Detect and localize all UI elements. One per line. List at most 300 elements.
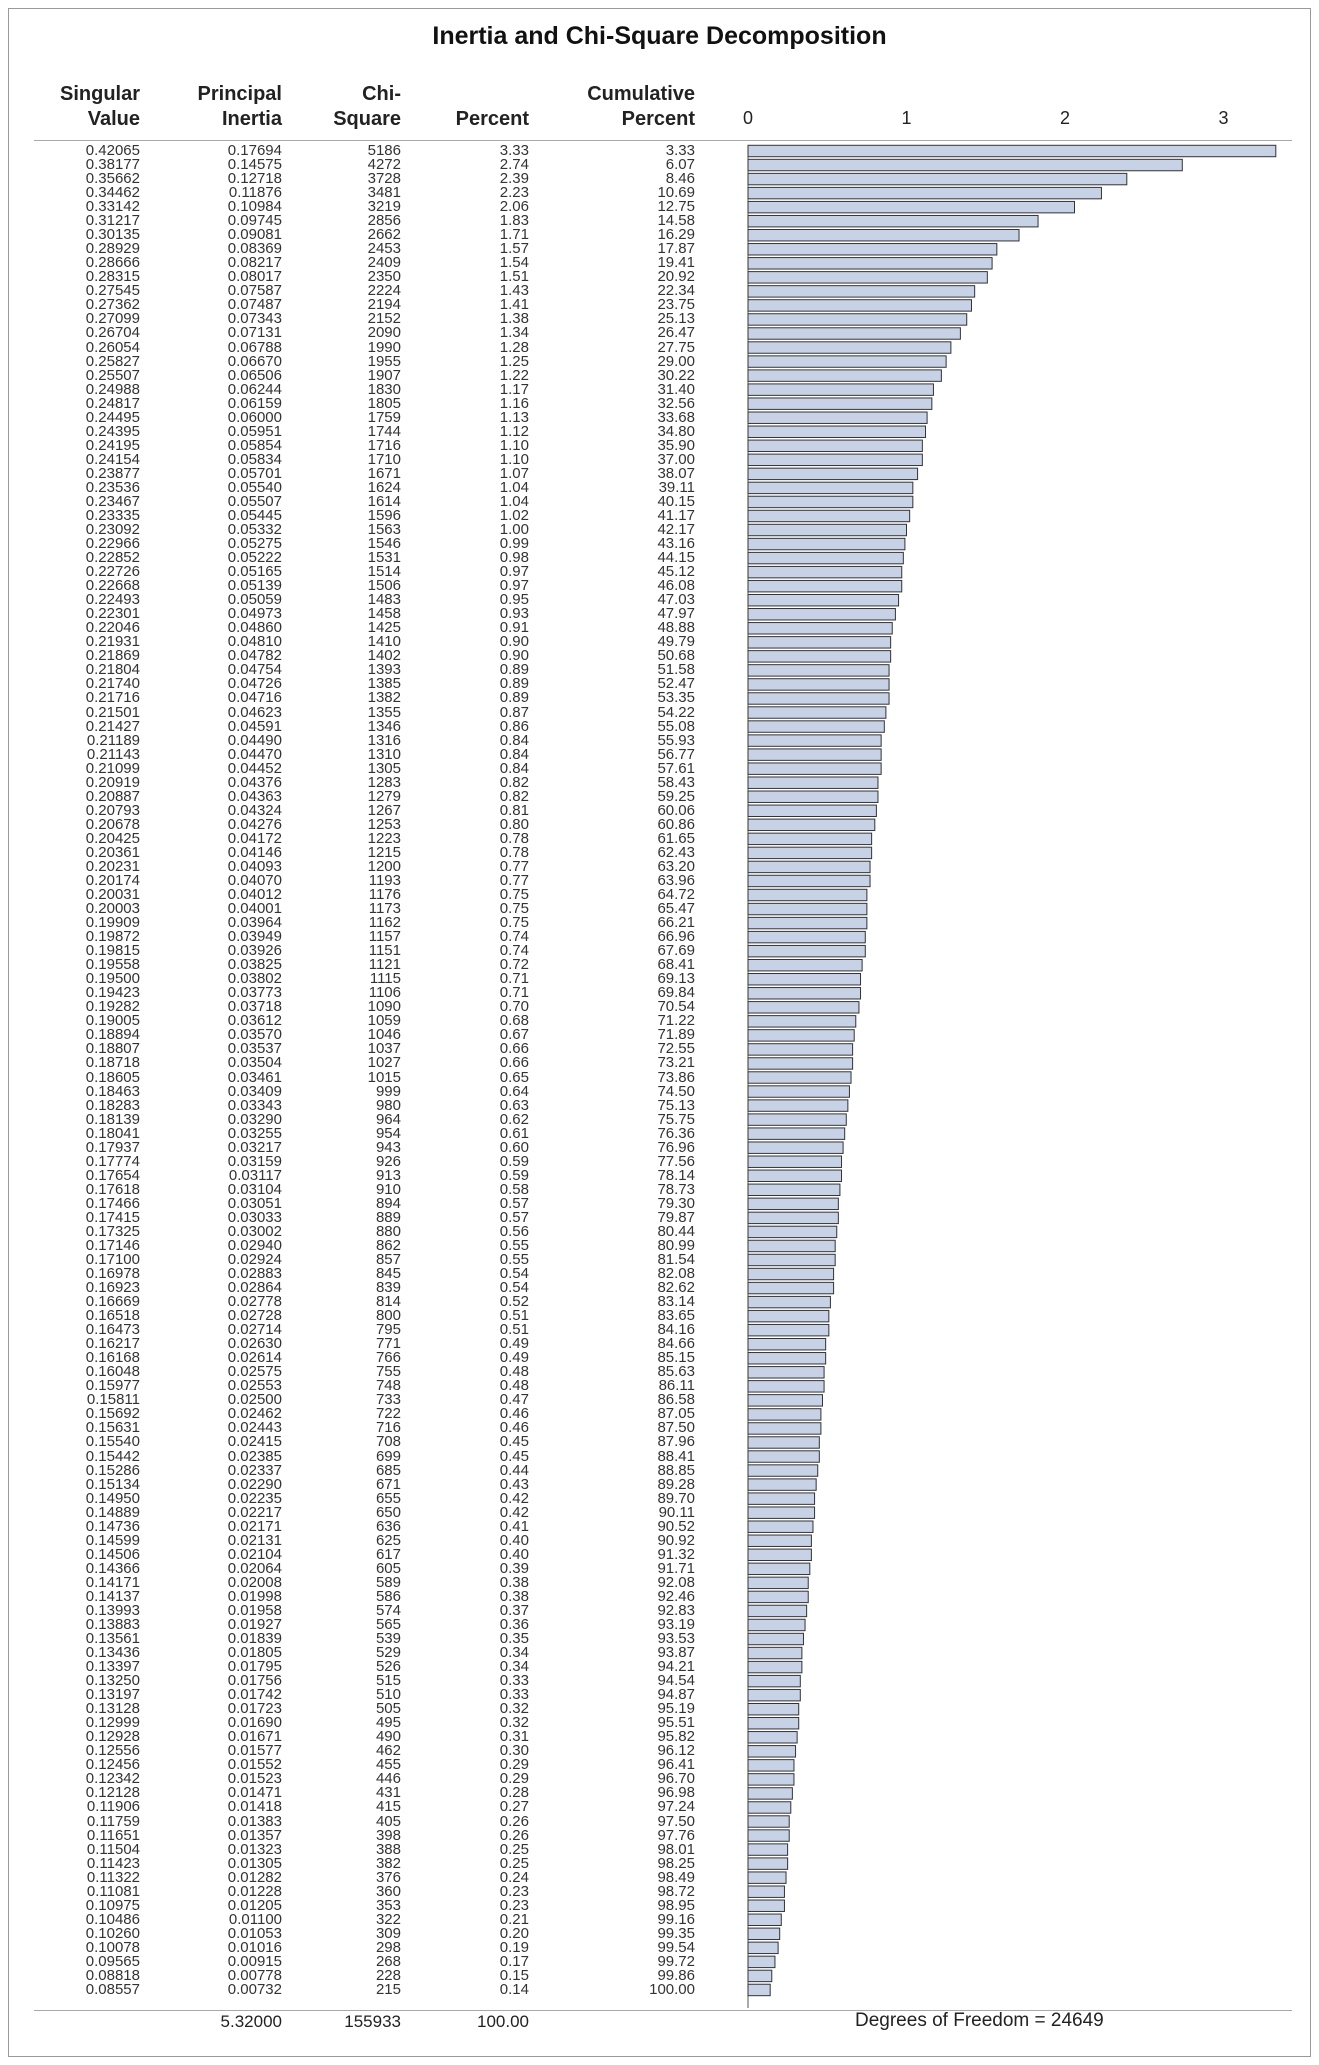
cell-principal-inertia: 0.04716 [227, 689, 282, 707]
cell-principal-inertia: 0.05834 [227, 450, 282, 468]
cell-chi-square: 733 [375, 1391, 401, 1409]
header-percent: Percent [455, 108, 529, 130]
cell-cumulative-percent: 74.50 [657, 1082, 695, 1100]
cell-chi-square: 862 [375, 1236, 401, 1254]
cell-singular-value: 0.21740 [85, 675, 140, 693]
cell-chi-square: 388 [375, 1840, 401, 1858]
cell-cumulative-percent: 6.07 [665, 156, 695, 174]
cell-principal-inertia: 0.04001 [227, 900, 282, 918]
cell-percent: 0.74 [499, 928, 529, 946]
cell-percent: 0.33 [499, 1686, 529, 1704]
cell-singular-value: 0.23335 [85, 506, 140, 524]
cell-principal-inertia: 0.03612 [227, 1012, 282, 1030]
cell-principal-inertia: 0.01723 [227, 1700, 282, 1718]
cell-singular-value: 0.17618 [85, 1180, 140, 1198]
cell-chi-square: 1402 [367, 647, 401, 665]
cell-chi-square: 910 [375, 1180, 401, 1198]
cell-principal-inertia: 0.04376 [227, 773, 282, 791]
cell-percent: 0.78 [499, 843, 529, 861]
cell-cumulative-percent: 83.14 [657, 1293, 695, 1311]
cell-chi-square: 1090 [367, 998, 401, 1016]
cell-chi-square: 2856 [367, 212, 401, 230]
cell-singular-value: 0.12456 [85, 1756, 140, 1774]
cell-singular-value: 0.20231 [85, 857, 140, 875]
cell-percent: 0.81 [499, 801, 529, 819]
total-percent: 100.00 [477, 2012, 529, 2031]
cell-cumulative-percent: 98.72 [657, 1882, 695, 1900]
cell-percent: 0.59 [499, 1152, 529, 1170]
cell-cumulative-percent: 34.80 [657, 422, 695, 440]
cell-chi-square: 3481 [367, 184, 401, 202]
cell-principal-inertia: 0.03773 [227, 984, 282, 1002]
cell-singular-value: 0.27099 [85, 310, 140, 328]
cell-cumulative-percent: 84.16 [657, 1321, 695, 1339]
cell-chi-square: 1744 [367, 422, 401, 440]
cell-percent: 0.74 [499, 942, 529, 960]
cell-singular-value: 0.12999 [85, 1714, 140, 1732]
cell-singular-value: 0.19815 [85, 942, 140, 960]
cell-percent: 0.27 [499, 1798, 529, 1816]
cell-chi-square: 446 [375, 1770, 401, 1788]
cell-chi-square: 1355 [367, 703, 401, 721]
cell-percent: 0.42 [499, 1489, 529, 1507]
cell-chi-square: 1385 [367, 675, 401, 693]
cell-principal-inertia: 0.02500 [227, 1391, 282, 1409]
cell-cumulative-percent: 73.21 [657, 1054, 695, 1072]
cell-singular-value: 0.17466 [85, 1194, 140, 1212]
cell-percent: 1.51 [499, 268, 529, 286]
cell-chi-square: 2152 [367, 310, 401, 328]
cell-percent: 1.10 [499, 450, 529, 468]
cell-singular-value: 0.20003 [85, 900, 140, 918]
cell-percent: 0.97 [499, 577, 529, 595]
cell-principal-inertia: 0.01305 [227, 1854, 282, 1872]
cell-chi-square: 353 [375, 1896, 401, 1914]
cell-singular-value: 0.14506 [85, 1545, 140, 1563]
cell-percent: 0.95 [499, 591, 529, 609]
axis-tick-label: 2 [1059, 108, 1071, 128]
total-principal-inertia: 5.32000 [220, 2012, 282, 2031]
cell-chi-square: 268 [375, 1952, 401, 1970]
cell-cumulative-percent: 55.08 [657, 717, 695, 735]
cell-singular-value: 0.13128 [85, 1700, 140, 1718]
cell-singular-value: 0.27545 [85, 282, 140, 300]
cell-singular-value: 0.24495 [85, 408, 140, 426]
cell-percent: 0.75 [499, 900, 529, 918]
cell-percent: 1.43 [499, 282, 529, 300]
cell-singular-value: 0.25827 [85, 352, 140, 370]
degrees-of-freedom: Degrees of Freedom = 24649 [855, 2010, 1104, 2031]
cell-singular-value: 0.11423 [86, 1854, 140, 1872]
cell-cumulative-percent: 27.75 [657, 338, 695, 356]
cell-chi-square: 1410 [367, 633, 401, 651]
cell-principal-inertia: 0.05445 [227, 506, 282, 524]
cell-principal-inertia: 0.05507 [227, 492, 282, 510]
cell-chi-square: 1059 [367, 1012, 401, 1030]
cell-principal-inertia: 0.03159 [227, 1152, 282, 1170]
cell-percent: 0.40 [499, 1545, 529, 1563]
cell-cumulative-percent: 97.24 [657, 1798, 695, 1816]
cell-percent: 0.55 [499, 1236, 529, 1254]
cell-chi-square: 462 [375, 1742, 401, 1760]
cell-chi-square: 671 [375, 1475, 401, 1493]
cell-chi-square: 1106 [368, 984, 401, 1002]
cell-percent: 0.97 [499, 563, 529, 581]
cell-principal-inertia: 0.03217 [227, 1138, 282, 1156]
cell-principal-inertia: 0.04093 [227, 857, 282, 875]
cell-cumulative-percent: 75.13 [657, 1096, 695, 1114]
cell-cumulative-percent: 82.62 [657, 1279, 695, 1297]
cell-singular-value: 0.22668 [85, 577, 140, 595]
cell-chi-square: 1121 [368, 956, 401, 974]
cell-singular-value: 0.16923 [85, 1279, 140, 1297]
cell-cumulative-percent: 41.17 [657, 506, 695, 524]
cell-cumulative-percent: 98.25 [657, 1854, 695, 1872]
cell-percent: 1.07 [499, 464, 529, 482]
cell-singular-value: 0.22301 [85, 605, 140, 623]
cell-cumulative-percent: 95.51 [657, 1714, 695, 1732]
cell-chi-square: 926 [375, 1152, 401, 1170]
cell-chi-square: 360 [375, 1882, 401, 1900]
header-cumulative-percent: Cumulative Percent [587, 83, 695, 130]
cell-principal-inertia: 0.03104 [227, 1180, 282, 1198]
cell-principal-inertia: 0.11876 [228, 184, 282, 202]
cell-chi-square: 1015 [367, 1068, 401, 1086]
cell-chi-square: 2662 [367, 226, 401, 244]
cell-principal-inertia: 0.01357 [227, 1826, 282, 1844]
cell-percent: 0.54 [499, 1279, 529, 1297]
cell-cumulative-percent: 99.72 [657, 1952, 695, 1970]
cell-singular-value: 0.10486 [85, 1910, 140, 1928]
cell-cumulative-percent: 92.83 [657, 1601, 695, 1619]
cell-chi-square: 857 [375, 1250, 401, 1268]
cell-percent: 0.65 [499, 1068, 529, 1086]
cell-singular-value: 0.19872 [85, 928, 140, 946]
cell-cumulative-percent: 38.07 [657, 464, 695, 482]
cell-percent: 3.33 [499, 142, 529, 159]
cell-cumulative-percent: 44.15 [657, 549, 695, 567]
cell-cumulative-percent: 86.11 [658, 1377, 695, 1395]
cell-cumulative-percent: 99.35 [657, 1924, 695, 1942]
cell-cumulative-percent: 99.16 [657, 1910, 695, 1928]
cell-percent: 0.21 [499, 1910, 529, 1928]
cell-chi-square: 1037 [367, 1040, 401, 1058]
cell-principal-inertia: 0.14575 [227, 156, 282, 174]
cell-singular-value: 0.21931 [85, 633, 140, 651]
cell-singular-value: 0.20887 [85, 787, 140, 805]
cell-singular-value: 0.26704 [85, 324, 140, 342]
cell-percent: 0.45 [499, 1447, 529, 1465]
cell-chi-square: 382 [375, 1854, 401, 1872]
cell-principal-inertia: 0.01742 [227, 1686, 282, 1704]
cell-principal-inertia: 0.01805 [227, 1644, 282, 1662]
cell-principal-inertia: 0.04012 [227, 886, 282, 903]
cell-percent: 1.57 [499, 240, 529, 258]
cell-percent: 0.51 [499, 1321, 529, 1339]
cell-chi-square: 1316 [367, 731, 401, 749]
cell-chi-square: 1563 [367, 521, 401, 539]
cell-principal-inertia: 0.01839 [227, 1630, 282, 1647]
cell-percent: 0.89 [499, 661, 529, 679]
cell-singular-value: 0.21099 [85, 759, 140, 777]
cell-cumulative-percent: 81.54 [657, 1250, 695, 1268]
cell-chi-square: 1200 [367, 857, 401, 875]
cell-cumulative-percent: 53.35 [657, 689, 695, 707]
cell-principal-inertia: 0.02614 [227, 1349, 282, 1367]
cell-cumulative-percent: 87.50 [657, 1419, 695, 1437]
cell-singular-value: 0.26054 [85, 338, 140, 356]
cell-chi-square: 1173 [368, 900, 401, 918]
cell-cumulative-percent: 30.22 [657, 366, 695, 384]
cell-singular-value: 0.23877 [85, 464, 140, 482]
cell-principal-inertia: 0.05854 [227, 436, 282, 454]
cell-singular-value: 0.15540 [85, 1433, 140, 1451]
cell-singular-value: 0.22966 [85, 535, 140, 553]
cell-singular-value: 0.35662 [85, 170, 140, 188]
cell-singular-value: 0.10078 [85, 1938, 140, 1956]
cell-percent: 0.46 [499, 1405, 529, 1423]
cell-principal-inertia: 0.01205 [227, 1896, 282, 1914]
cell-cumulative-percent: 42.17 [657, 521, 695, 539]
cell-principal-inertia: 0.03117 [228, 1166, 282, 1184]
cell-singular-value: 0.22852 [85, 549, 140, 567]
cell-percent: 0.17 [499, 1952, 529, 1970]
cell-singular-value: 0.15442 [85, 1447, 140, 1465]
cell-percent: 0.98 [499, 549, 529, 567]
cell-percent: 0.33 [499, 1672, 529, 1690]
cell-percent: 0.64 [499, 1082, 529, 1100]
cell-principal-inertia: 0.03825 [227, 956, 282, 974]
cell-principal-inertia: 0.04324 [227, 801, 282, 819]
cell-chi-square: 526 [375, 1658, 401, 1676]
cell-chi-square: 722 [375, 1405, 401, 1423]
cell-singular-value: 0.08818 [85, 1966, 140, 1984]
cell-percent: 0.47 [499, 1391, 529, 1409]
cell-chi-square: 766 [375, 1349, 401, 1367]
cell-percent: 0.82 [499, 787, 529, 805]
cell-cumulative-percent: 91.71 [657, 1559, 695, 1577]
cell-principal-inertia: 0.01100 [228, 1910, 282, 1928]
cell-singular-value: 0.19005 [85, 1012, 140, 1030]
cell-principal-inertia: 0.04726 [227, 675, 282, 693]
cell-chi-square: 1546 [367, 535, 401, 553]
cell-percent: 0.66 [499, 1040, 529, 1058]
cell-cumulative-percent: 90.52 [657, 1517, 695, 1535]
cell-percent: 0.48 [499, 1377, 529, 1395]
cell-principal-inertia: 0.01053 [227, 1924, 282, 1942]
cell-cumulative-percent: 94.87 [657, 1686, 695, 1704]
cell-chi-square: 1176 [368, 886, 401, 903]
cell-cumulative-percent: 64.72 [657, 886, 695, 903]
cell-chi-square: 1514 [367, 563, 401, 581]
cell-principal-inertia: 0.04452 [227, 759, 282, 777]
cell-singular-value: 0.15811 [86, 1391, 140, 1409]
cell-cumulative-percent: 47.97 [657, 605, 695, 623]
cell-cumulative-percent: 20.92 [657, 268, 695, 286]
cell-singular-value: 0.18041 [85, 1124, 140, 1142]
cell-principal-inertia: 0.05951 [227, 422, 282, 440]
cell-percent: 2.06 [499, 198, 529, 216]
cell-singular-value: 0.13883 [85, 1615, 140, 1633]
cell-percent: 0.20 [499, 1924, 529, 1942]
cell-chi-square: 894 [375, 1194, 401, 1212]
cell-percent: 0.51 [499, 1307, 529, 1325]
cell-principal-inertia: 0.03504 [227, 1054, 282, 1072]
cell-principal-inertia: 0.06788 [227, 338, 282, 356]
cell-percent: 0.58 [499, 1180, 529, 1198]
cell-principal-inertia: 0.01998 [227, 1587, 282, 1605]
cell-cumulative-percent: 97.76 [657, 1826, 695, 1844]
cell-singular-value: 0.28666 [85, 254, 140, 272]
cell-principal-inertia: 0.03051 [227, 1194, 282, 1212]
cell-chi-square: 490 [375, 1728, 401, 1746]
cell-principal-inertia: 0.07487 [227, 296, 282, 314]
cell-cumulative-percent: 57.61 [657, 759, 695, 777]
cell-percent: 0.34 [499, 1658, 529, 1676]
cell-principal-inertia: 0.04860 [227, 619, 282, 637]
cell-percent: 1.28 [499, 338, 529, 356]
cell-singular-value: 0.15692 [85, 1405, 140, 1423]
cell-singular-value: 0.21869 [85, 647, 140, 665]
cell-chi-square: 589 [375, 1573, 401, 1591]
cell-cumulative-percent: 46.08 [657, 577, 695, 595]
cell-principal-inertia: 0.04070 [227, 871, 282, 889]
cell-percent: 0.49 [499, 1335, 529, 1353]
cell-percent: 1.00 [499, 521, 529, 539]
cell-percent: 0.29 [499, 1756, 529, 1774]
cell-singular-value: 0.24154 [85, 450, 140, 468]
cell-principal-inertia: 0.03718 [227, 998, 282, 1016]
cell-percent: 0.62 [499, 1110, 529, 1128]
cell-cumulative-percent: 32.56 [657, 394, 695, 412]
cell-percent: 0.59 [499, 1166, 529, 1184]
cell-percent: 1.12 [499, 422, 529, 440]
cell-chi-square: 800 [375, 1307, 401, 1325]
cell-cumulative-percent: 92.08 [657, 1573, 695, 1591]
cell-percent: 1.22 [499, 366, 529, 384]
cell-principal-inertia: 0.04146 [227, 843, 282, 861]
cell-principal-inertia: 0.04591 [227, 717, 282, 735]
cell-percent: 1.34 [499, 324, 529, 342]
cell-singular-value: 0.21804 [85, 661, 140, 679]
cell-singular-value: 0.17774 [85, 1152, 140, 1170]
cell-chi-square: 431 [375, 1784, 401, 1802]
cell-chi-square: 605 [375, 1559, 401, 1577]
cell-chi-square: 1907 [367, 366, 401, 384]
cell-singular-value: 0.16217 [85, 1335, 140, 1353]
cell-singular-value: 0.22493 [85, 591, 140, 609]
cell-singular-value: 0.13250 [85, 1672, 140, 1690]
cell-singular-value: 0.13436 [85, 1644, 140, 1662]
cell-singular-value: 0.19909 [85, 914, 140, 932]
cell-chi-square: 839 [375, 1279, 401, 1297]
cell-percent: 0.15 [499, 1966, 529, 1984]
cell-cumulative-percent: 50.68 [657, 647, 695, 665]
cell-cumulative-percent: 69.13 [657, 970, 695, 988]
cell-cumulative-percent: 22.34 [657, 282, 695, 300]
cell-principal-inertia: 0.05540 [227, 478, 282, 496]
cell-percent: 0.24 [499, 1868, 529, 1886]
cell-cumulative-percent: 54.22 [657, 703, 695, 721]
cell-percent: 0.56 [499, 1222, 529, 1240]
cell-principal-inertia: 0.01958 [227, 1601, 282, 1619]
cell-cumulative-percent: 91.32 [657, 1545, 695, 1563]
cell-singular-value: 0.20361 [85, 843, 140, 861]
cell-singular-value: 0.21189 [86, 731, 140, 749]
cell-singular-value: 0.16669 [85, 1293, 140, 1311]
cell-chi-square: 1046 [367, 1026, 401, 1044]
cell-principal-inertia: 0.02940 [227, 1236, 282, 1254]
cell-cumulative-percent: 80.99 [657, 1236, 695, 1254]
cell-singular-value: 0.16978 [85, 1265, 140, 1283]
cell-percent: 1.13 [499, 408, 529, 426]
cell-cumulative-percent: 82.08 [657, 1265, 695, 1283]
cell-principal-inertia: 0.02630 [227, 1335, 282, 1353]
cell-principal-inertia: 0.05701 [227, 464, 282, 482]
cell-singular-value: 0.15631 [85, 1419, 140, 1437]
cell-percent: 0.89 [499, 689, 529, 707]
cell-percent: 0.32 [499, 1714, 529, 1732]
cell-cumulative-percent: 89.28 [657, 1475, 695, 1493]
header-chi-square: Chi- Square [333, 83, 401, 130]
cell-principal-inertia: 0.02131 [227, 1531, 282, 1549]
cell-cumulative-percent: 26.47 [657, 324, 695, 342]
cell-chi-square: 748 [375, 1377, 401, 1395]
cell-singular-value: 0.20919 [85, 773, 140, 791]
cell-percent: 1.10 [499, 436, 529, 454]
cell-cumulative-percent: 88.85 [657, 1461, 695, 1479]
cell-singular-value: 0.15977 [85, 1377, 140, 1395]
cell-percent: 0.68 [499, 1012, 529, 1030]
cell-chi-square: 376 [375, 1868, 401, 1886]
cell-principal-inertia: 0.01927 [227, 1615, 282, 1633]
cell-singular-value: 0.14171 [85, 1573, 140, 1591]
cell-cumulative-percent: 61.65 [657, 829, 695, 847]
cell-singular-value: 0.18139 [85, 1110, 140, 1128]
cell-principal-inertia: 0.02337 [227, 1461, 282, 1479]
cell-cumulative-percent: 25.13 [657, 310, 695, 328]
cell-percent: 0.84 [499, 731, 529, 749]
cell-percent: 0.46 [499, 1419, 529, 1437]
cell-cumulative-percent: 88.41 [657, 1447, 695, 1465]
cell-principal-inertia: 0.03409 [227, 1082, 282, 1100]
cell-singular-value: 0.14599 [85, 1531, 140, 1549]
cell-principal-inertia: 0.01552 [227, 1756, 282, 1774]
cell-chi-square: 814 [375, 1293, 401, 1311]
cell-singular-value: 0.18283 [85, 1096, 140, 1114]
cell-singular-value: 0.23536 [85, 478, 140, 496]
cell-percent: 1.41 [499, 296, 529, 314]
cell-percent: 1.71 [499, 226, 529, 244]
cell-cumulative-percent: 66.21 [657, 914, 695, 932]
cell-cumulative-percent: 59.25 [657, 787, 695, 805]
cell-cumulative-percent: 76.96 [657, 1138, 695, 1156]
cell-principal-inertia: 0.02415 [227, 1433, 282, 1451]
cell-cumulative-percent: 29.00 [657, 352, 695, 370]
cell-chi-square: 1193 [368, 871, 401, 889]
cell-principal-inertia: 0.04470 [227, 745, 282, 763]
cell-percent: 0.57 [499, 1208, 529, 1226]
cell-cumulative-percent: 55.93 [657, 731, 695, 749]
cell-chi-square: 1759 [367, 408, 401, 426]
cell-percent: 0.23 [499, 1896, 529, 1914]
cell-chi-square: 716 [375, 1419, 401, 1437]
cell-chi-square: 309 [375, 1924, 401, 1942]
cell-cumulative-percent: 56.77 [657, 745, 695, 763]
cell-percent: 0.78 [499, 829, 529, 847]
cell-chi-square: 228 [375, 1966, 401, 1984]
cell-cumulative-percent: 39.11 [658, 478, 695, 496]
